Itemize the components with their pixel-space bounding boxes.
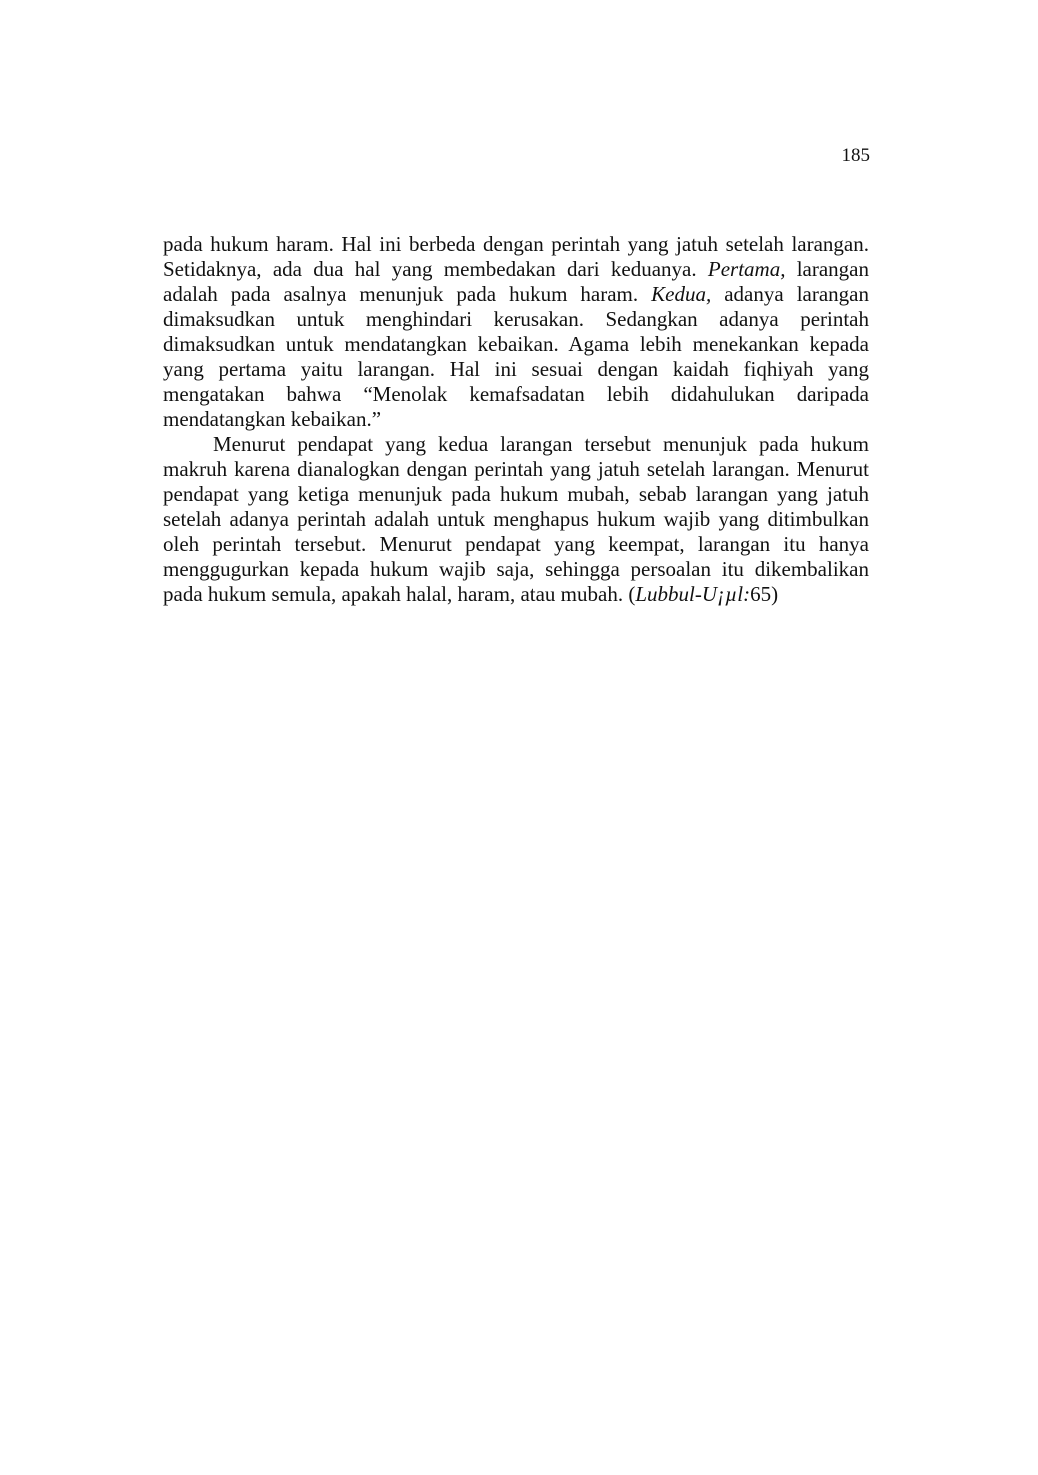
paragraph-1-text-1: pada hukum haram. Hal ini berbeda dengan perintah yang jatuh setelah larangan. Setidaknya, ada dua hal yang membedakan dari keduanya. xyxy=(163,232,869,281)
paragraph-2 xyxy=(163,432,869,607)
italic-term-pertama: Pertama, xyxy=(707,257,786,281)
body-text xyxy=(163,232,869,607)
paragraph-1 xyxy=(163,232,869,432)
paragraph-1-text-2: larangan adalah pada asalnya menunjuk pada hukum haram. xyxy=(163,257,870,306)
page-number: 185 xyxy=(841,145,870,166)
citation-source: Lubbul-U¡µl: xyxy=(635,582,751,606)
paragraph-1-text-3: adanya larangan dimaksudkan untuk menghindari kerusakan. Sedangkan adanya perintah dimaksudkan untuk mendatangkan kebaikan. Agama lebih menekankan kepada yang pertama yaitu larangan. Hal ini sesuai dengan kaidah fiqhiyah yang mengatakan bahwa “Menolak kemafsadatan lebih didahulukan daripada mendatangkan kebaikan.” xyxy=(163,282,870,431)
italic-term-kedua: Kedua, xyxy=(651,282,712,306)
paragraph-2-text-2: 65) xyxy=(750,582,779,606)
paragraph-2-text-1: Menurut pendapat yang kedua larangan tersebut menunjuk pada hukum makruh karena dianalogkan dengan perintah yang jatuh setelah larangan. Menurut pendapat yang ketiga menunjuk pada hukum mubah, sebab larangan yang jatuh setelah adanya perintah adalah untuk menghapus hukum wajib yang ditimbulkan oleh perintah tersebut. Menurut pendapat yang keempat, larangan itu hanya menggugurkan kepada hukum wajib saja, sehingga persoalan itu dikembalikan pada hukum semula, apakah halal, haram, atau mubah. ( xyxy=(163,432,869,606)
